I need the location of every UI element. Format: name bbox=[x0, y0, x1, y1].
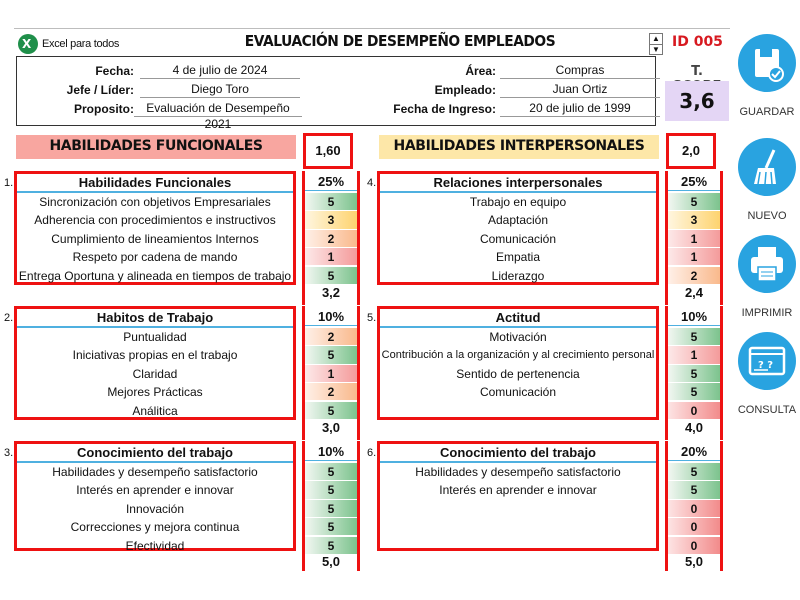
criterion-score[interactable]: 3 bbox=[305, 211, 357, 229]
group-title: Habilidades Funcionales bbox=[78, 175, 232, 190]
search-window-icon[interactable] bbox=[738, 332, 796, 390]
group-weight: 10% bbox=[305, 308, 357, 326]
group-average: 3,2 bbox=[321, 285, 341, 300]
save-icon[interactable] bbox=[738, 34, 796, 92]
criterion-score[interactable]: 5 bbox=[668, 463, 720, 481]
proposito-field[interactable]: Evaluación de Desempeño 2021 bbox=[134, 100, 302, 117]
criterion-score[interactable]: 5 bbox=[668, 193, 720, 211]
excel-icon: X bbox=[18, 34, 38, 54]
criterion-label: Comunicación bbox=[479, 231, 557, 246]
criterion-score[interactable]: 0 bbox=[668, 537, 720, 555]
criterion-score[interactable]: 0 bbox=[668, 518, 720, 536]
criterion-label: Respeto por cadena de mando bbox=[72, 250, 238, 265]
group-weight: 25% bbox=[668, 173, 720, 191]
area-label: Área: bbox=[465, 64, 496, 78]
criterion-score[interactable]: 2 bbox=[305, 230, 357, 248]
logo-text: Excel para todos bbox=[42, 38, 120, 50]
group-number: 4. bbox=[367, 177, 377, 189]
imprimir-button[interactable] bbox=[738, 235, 799, 319]
criterion-score[interactable]: 1 bbox=[668, 346, 720, 364]
consulta-label: CONSULTA bbox=[737, 404, 797, 416]
left-section-heading: HABILIDADES FUNCIONALES bbox=[16, 135, 296, 159]
left-section-score: 1,60 bbox=[303, 133, 353, 169]
svg-text:? ?: ? ? bbox=[758, 360, 774, 371]
empleado-label: Empleado: bbox=[434, 83, 496, 97]
criterion-label: Mejores Prácticas bbox=[107, 385, 203, 400]
criterion-label: Efectividad bbox=[125, 538, 185, 553]
group-average: 4,0 bbox=[684, 420, 704, 435]
tscore-value: 3,6 bbox=[665, 81, 729, 121]
chevron-up-icon[interactable]: ▲ bbox=[652, 34, 660, 43]
criterion-score[interactable]: 5 bbox=[668, 481, 720, 499]
group-weight: 10% bbox=[305, 443, 357, 461]
jefe-label: Jefe / Líder: bbox=[66, 83, 134, 97]
id-spinner[interactable] bbox=[649, 33, 663, 55]
criterion-label: Entrega Oportuna y alineada en tiempos de trabajo bbox=[18, 268, 292, 283]
criterion-score[interactable]: 5 bbox=[305, 481, 357, 499]
criterion-label: Trabajo en equipo bbox=[469, 195, 567, 209]
proposito-label: Proposito: bbox=[74, 102, 134, 116]
group-title: Actitud bbox=[495, 310, 541, 325]
fecha-label: Fecha: bbox=[95, 64, 134, 78]
criterion-score[interactable]: 3 bbox=[668, 211, 720, 229]
criterion-score[interactable]: 5 bbox=[305, 402, 357, 420]
imprimir-label: IMPRIMIR bbox=[741, 307, 793, 319]
criterion-label: Claridad bbox=[132, 366, 178, 381]
criterion-label: Análitica bbox=[132, 403, 178, 418]
group-average: 5,0 bbox=[321, 554, 341, 569]
group-number: 2. bbox=[4, 312, 14, 324]
criterion-label: Interés en aprender e innovar bbox=[439, 483, 597, 498]
criterion-score[interactable]: 0 bbox=[668, 500, 720, 518]
group-title: Habitos de Trabajo bbox=[96, 310, 214, 325]
fecha-field[interactable]: 4 de julio de 2024 bbox=[140, 62, 300, 79]
printer-icon[interactable] bbox=[738, 235, 796, 293]
top-divider bbox=[14, 28, 730, 29]
criterion-score[interactable]: 1 bbox=[305, 365, 357, 383]
ingreso-label: Fecha de Ingreso: bbox=[393, 102, 496, 116]
criterion-score[interactable]: 5 bbox=[305, 346, 357, 364]
jefe-field[interactable]: Diego Toro bbox=[140, 81, 300, 98]
criterion-label: Iniciativas propias en el trabajo bbox=[72, 348, 238, 363]
group-weight: 10% bbox=[668, 308, 720, 326]
criterion-score[interactable]: 0 bbox=[668, 402, 720, 420]
criterion-label bbox=[380, 537, 656, 555]
criterion-score[interactable]: 1 bbox=[668, 230, 720, 248]
criterion-label: Sentido de pertenencia bbox=[456, 366, 580, 381]
criterion-label: Liderazgo bbox=[491, 268, 545, 283]
area-field[interactable]: Compras bbox=[500, 62, 660, 79]
group-number: 6. bbox=[367, 447, 377, 459]
criterion-score[interactable]: 5 bbox=[668, 328, 720, 346]
group-weight: 25% bbox=[305, 173, 357, 191]
record-id: ID 005 bbox=[672, 34, 723, 50]
group-average: 2,4 bbox=[684, 285, 704, 300]
criterion-label: Habilidades y desempeño satisfactorio bbox=[415, 465, 621, 479]
criterion-score[interactable]: 1 bbox=[305, 248, 357, 266]
criterion-label: Empatia bbox=[495, 250, 541, 265]
criterion-score[interactable]: 2 bbox=[668, 267, 720, 285]
group-number: 1. bbox=[4, 177, 14, 189]
group-average: 3,0 bbox=[321, 420, 341, 435]
empleado-field[interactable]: Juan Ortiz bbox=[500, 81, 660, 98]
guardar-button[interactable] bbox=[738, 34, 799, 118]
criterion-label: Adaptación bbox=[487, 213, 549, 228]
criterion-label: Puntualidad bbox=[123, 330, 187, 344]
group-number: 5. bbox=[367, 312, 377, 324]
criterion-score[interactable]: 5 bbox=[305, 267, 357, 285]
ingreso-field[interactable]: 20 de julio de 1999 bbox=[500, 100, 660, 117]
guardar-label: GUARDAR bbox=[739, 106, 795, 118]
page-title: EVALUACIÓN DE DESEMPEÑO EMPLEADOS bbox=[244, 32, 556, 50]
criterion-label: Comunicación bbox=[479, 385, 557, 400]
criterion-label bbox=[380, 518, 656, 536]
group-average: 5,0 bbox=[684, 554, 704, 569]
chevron-down-icon[interactable]: ▼ bbox=[650, 44, 662, 54]
consulta-button[interactable] bbox=[738, 332, 799, 416]
group-title: Conocimiento del trabajo bbox=[76, 445, 233, 460]
criterion-label: Habilidades y desempeño satisfactorio bbox=[52, 465, 258, 479]
criterion-label bbox=[380, 500, 656, 518]
tscore-label: T. bbox=[691, 64, 703, 79]
criterion-label: Interés en aprender e innovar bbox=[76, 483, 234, 498]
criterion-score[interactable]: 5 bbox=[305, 537, 357, 555]
criterion-label: Correcciones y mejora continua bbox=[70, 520, 240, 535]
criterion-score[interactable]: 5 bbox=[305, 463, 357, 481]
group-weight: 20% bbox=[668, 443, 720, 461]
group-number: 3. bbox=[4, 447, 14, 459]
criterion-label: Motivación bbox=[489, 330, 547, 344]
criterion-score[interactable]: 5 bbox=[668, 383, 720, 401]
criterion-label: Cumplimiento de lineamientos Internos bbox=[51, 231, 259, 246]
nuevo-label: NUEVO bbox=[747, 210, 787, 222]
criterion-score[interactable]: 1 bbox=[668, 248, 720, 266]
criterion-score[interactable]: 5 bbox=[668, 365, 720, 383]
nuevo-button[interactable] bbox=[738, 138, 799, 222]
criterion-label: Contribución a la organización y al crecimiento personal bbox=[381, 349, 655, 362]
broom-icon[interactable] bbox=[738, 138, 796, 196]
criterion-score[interactable]: 5 bbox=[305, 193, 357, 211]
criterion-score[interactable]: 5 bbox=[305, 518, 357, 536]
criterion-score[interactable]: 5 bbox=[305, 500, 357, 518]
criterion-label bbox=[380, 402, 656, 420]
criterion-label: Sincronización con objetivos Empresariales bbox=[39, 195, 271, 209]
group-title: Relaciones interpersonales bbox=[433, 175, 603, 190]
criterion-label: Adherencia con procedimientos e instructivos bbox=[34, 213, 276, 228]
criterion-label: Innovación bbox=[125, 501, 185, 516]
criterion-score[interactable]: 2 bbox=[305, 328, 357, 346]
right-section-score: 2,0 bbox=[666, 133, 716, 169]
criterion-score[interactable]: 2 bbox=[305, 383, 357, 401]
right-section-heading: HABILIDADES INTERPERSONALES bbox=[379, 135, 659, 159]
group-title: Conocimiento del trabajo bbox=[439, 445, 596, 460]
